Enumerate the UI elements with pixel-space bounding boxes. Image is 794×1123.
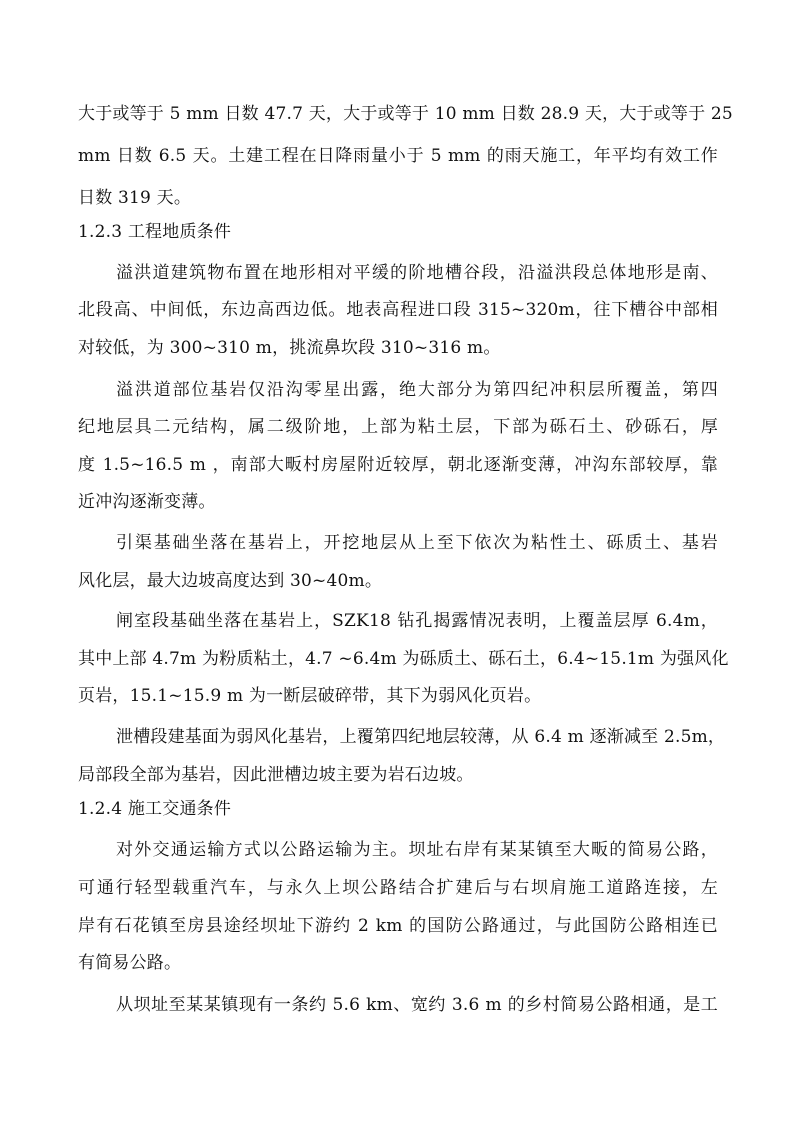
text-line: 溢洪道部位基岩仅沿沟零星出露，绝大部分为第四纪冲积层所覆盖，第四 — [116, 380, 718, 400]
text-line: 纪地层具二元结构，属二级阶地，上部为粘土层，下部为砾石土、砂砾石，厚 — [78, 417, 718, 437]
text-line: 有简易公路。 — [78, 953, 182, 973]
text-line: 从坝址至某某镇现有一条约 5.6 km、宽约 3.6 m 的乡村简易公路相通，是工 — [116, 995, 718, 1015]
text-line: 北段高、中间低，东边高西边低。地表高程进口段 315~320m，往下槽谷中部相 — [78, 300, 718, 320]
text-line: 岸有石花镇至房县途经坝址下游约 2 km 的国防公路通过，与此国防公路相连已 — [78, 916, 718, 936]
text-line: 度 1.5~16.5 m ，南部大畈村房屋附近较厚，朝北逐渐变薄，冲沟东部较厚，靠 — [78, 455, 718, 475]
text-line: 页岩，15.1~15.9 m 为一断层破碎带，其下为弱风化页岩。 — [78, 686, 542, 706]
text-line: 溢洪道建筑物布置在地形相对平缓的阶地槽谷段，沿溢洪段总体地形是南、 — [116, 263, 718, 283]
section-heading-geology: 1.2.3 工程地质条件 — [78, 222, 232, 242]
text-line: 对较低，为 300~310 m，挑流鼻坎段 310~316 m。 — [78, 338, 501, 358]
text-line: 对外交通运输方式以公路运输为主。坝址右岸有某某镇至大畈的简易公路， — [116, 840, 718, 860]
text-line: 局部段全部为基岩，因此泄槽边坡主要为岩石边坡。 — [78, 765, 474, 785]
text-line: 风化层，最大边坡高度达到 30~40m。 — [78, 571, 383, 591]
text-line: 大于或等于 5 mm 日数 47.7 天，大于或等于 10 mm 日数 28.9 天，大于或等于 25 — [78, 104, 733, 124]
text-line: 闸室段基础坐落在基岩上，SZK18 钻孔揭露情况表明，上覆盖层厚 6.4m， — [116, 611, 718, 631]
text-line: 其中上部 4.7m 为粉质粘土，4.7 ~6.4m 为砾质土、砾石土，6.4~15.1m 为强风化 — [78, 649, 729, 669]
text-line: 近冲沟逐渐变薄。 — [78, 492, 216, 512]
text-line: 泄槽段建基面为弱风化基岩，上覆第四纪地层较薄，从 6.4 m 逐渐减至 2.5m， — [116, 727, 726, 747]
section-heading-traffic: 1.2.4 施工交通条件 — [78, 799, 232, 819]
text-line: 可通行轻型载重汽车，与永久上坝公路结合扩建后与右坝肩施工道路连接，左 — [78, 878, 718, 898]
text-line: 引渠基础坐落在基岩上，开挖地层从上至下依次为粘性土、砾质土、基岩 — [116, 533, 718, 553]
text-line: 日数 319 天。 — [78, 188, 192, 208]
text-line: mm 日数 6.5 天。土建工程在日降雨量小于 5 mm 的雨天施工，年平均有效工作 — [78, 146, 718, 166]
